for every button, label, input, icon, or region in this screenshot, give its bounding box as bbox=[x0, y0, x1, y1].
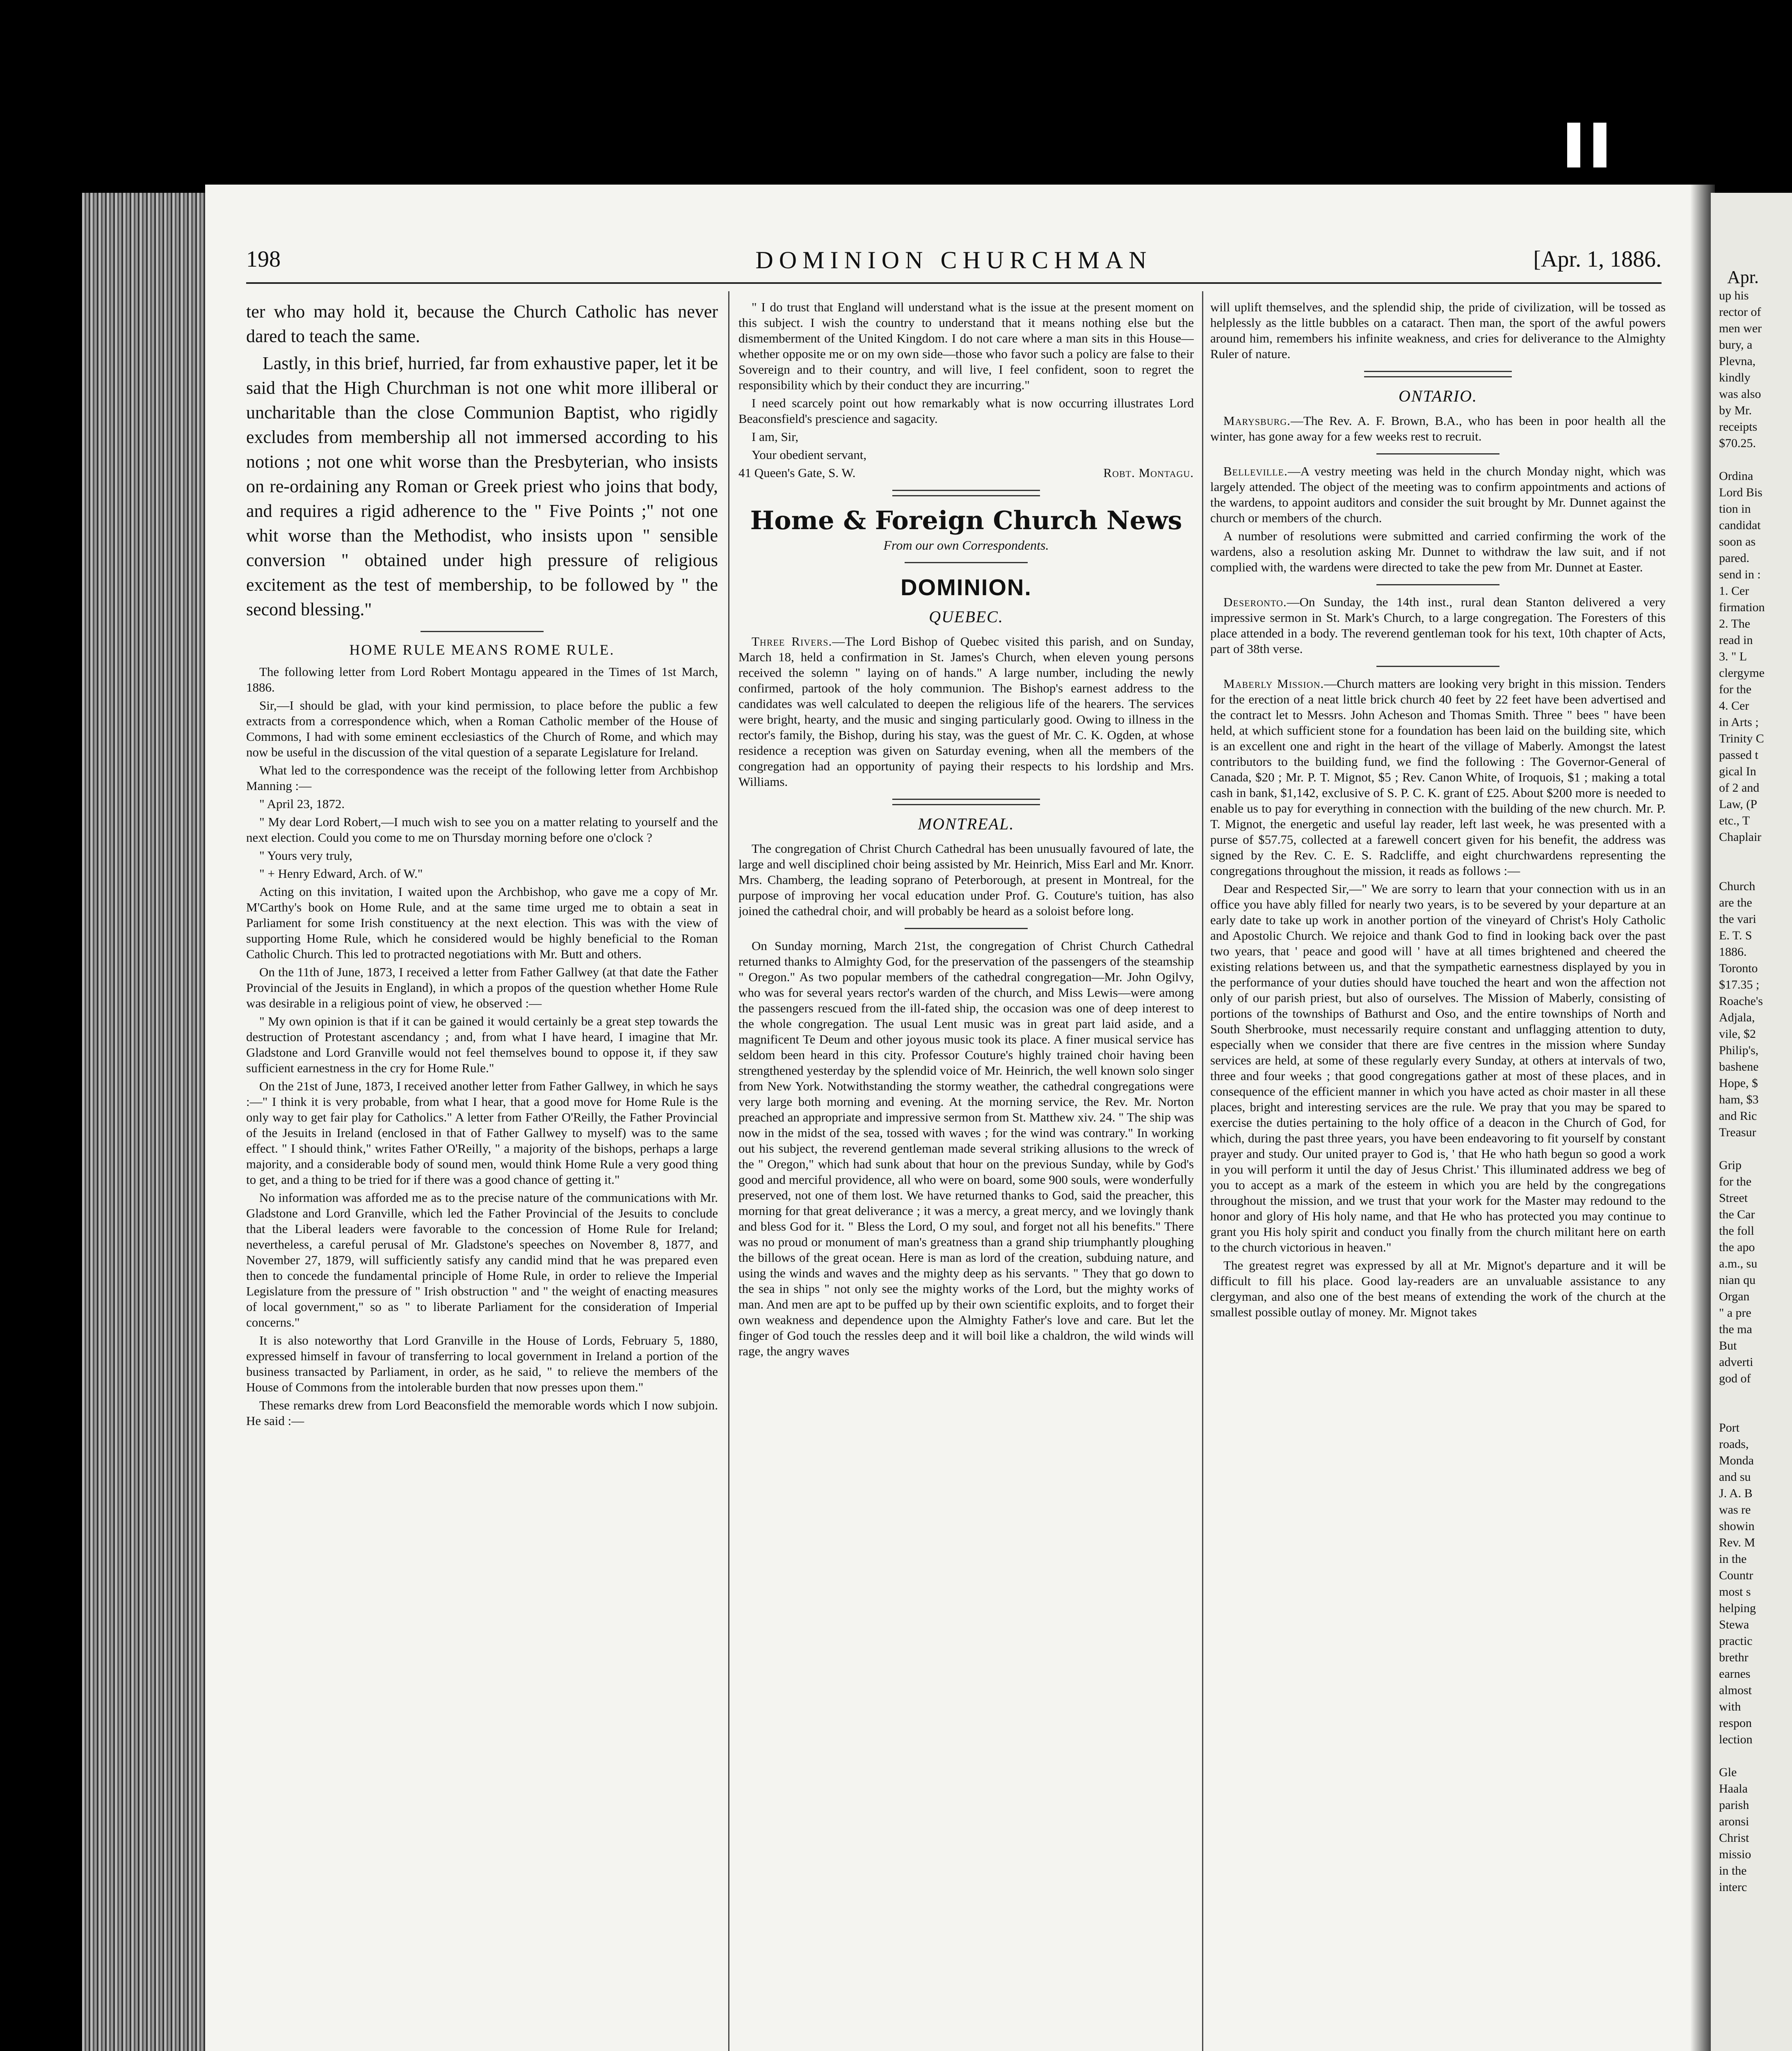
letter-paragraph: I need scarcely point out how remarkably what is now occurring illustrates Lord Beaconsfield's prescience and sagacity. bbox=[738, 396, 1194, 426]
news-place: Deseronto. bbox=[1223, 595, 1287, 609]
letter-sign-servant: Your obedient servant, bbox=[752, 448, 867, 462]
article-separator bbox=[1376, 453, 1499, 455]
page-number: 198 bbox=[246, 247, 281, 272]
diocese-heading-quebec: QUEBEC. bbox=[929, 608, 1003, 626]
news-text: —The Rev. A. F. Brown, B.A., who has been in poor health all the winter, has gone away for a few weeks rest to recruit. bbox=[1210, 413, 1666, 443]
letter-paragraph: The following letter from Lord Robert Montagu appeared in the Times of 1st March, 1886. bbox=[246, 665, 718, 694]
newspaper-page bbox=[205, 185, 1703, 2051]
quebec-news bbox=[738, 634, 1194, 790]
news-item: will uplift themselves, and the splendid ship, the pride of civilization, will be tossed as helplessly as the little bubbles on a cataract. Then man, the sport of the awful powers around him, remembers his infinite weakness, and cries for deliverance to the Almighty Ruler of nature. bbox=[1210, 300, 1666, 361]
issue-date: [Apr. 1, 1886. bbox=[1533, 247, 1662, 272]
diocese-heading-ontario: ONTARIO. bbox=[1399, 387, 1477, 405]
news-section-subtitle: From our own Correspondents. bbox=[883, 538, 1049, 553]
facing-page-fragment bbox=[1711, 193, 1792, 2051]
section-separator bbox=[892, 799, 1040, 805]
letter-paragraph: " My own opinion is that if it can be gained it would certainly be a great step towards the destruction of Protestant ascendancy ; and, from what I have heard, I imagine that Mr. Gladstone and Lord Granville would not feel themselves bound to oppose it, if they saw sufficient earnestness in the cry for Home Rule." bbox=[246, 1014, 718, 1075]
essay-paragraph: ter who may hold it, because the Church Catholic has never dared to teach the same. bbox=[246, 301, 718, 346]
article-separator bbox=[421, 631, 544, 632]
letter-paragraph: No information was afforded me as to the precise nature of the communications with Mr. Gladstone and Lord Granville, which led the Father Provincial of the Jesuits to conclude that the Liberal leaders were favorable to the concession of Home Rule for Ireland; nevertheless, a careful perusal of Mr. Gladstone's speeches on November 8, 1877, and November 27, 1879, will sufficiently satisfy any candid mind that he was prepared even then to concede the fundamental principle of Home Rule, in order to relieve the Imperial Legislature from the pressure of " Irish obstruction " and " the weight of enacting measures of local government," so as " to liberate Parliament for the consideration of Imperial concerns." bbox=[246, 1190, 718, 1329]
letter-paragraph: On the 21st of June, 1873, I received another letter from Father Gallwey, in which he says :—" I think it is very probable, from what I hear, that a good move for Home Rule is the only way to get fair play for Catholics." A letter from Father O'Reilly, the Father Provincial of the Jesuits in Ireland (enclosed in that of Father Gallwey to myself) was to the same effect. " I should think," writes Father O'Reilly, " a majority of the bishops, perhaps a large majority, and a considerable body of sound men, would think Home Rule a very good thing to get, and a thing to be tried for if there was a good chance of getting it." bbox=[246, 1079, 718, 1187]
news-item: On Sunday morning, March 21st, the congregation of Christ Church Cathedral returned thanks to Almighty God, for the preservation of the passengers of the steamship " Oregon." As two popular members of the cathedral congregation—Mr. John Ogilvy, who was for several years rector's warden of the church, and Miss Lewis—were among the passengers rescued from the ill-fated ship, the occasion was one of deep interest to the whole congregation. The usual Lent music was in great part laid aside, and a magnificent Te Deum and other joyous music took its place. A finer musical service has seldom been heard in this city. Professor Couture's highly trained choir having been strengthened yesterday by the splendid voice of Mr. Heinrich, the well known solo singer from New York. Notwithstanding the stormy weather, the cathedral congregations were very large both morning and evening. At the morning service, the Rev. Mr. Norton preached an appropriate and impressive sermon from St. Matthew xiv. 24. " The ship was now in the midst of the sea, tossed with waves ; for the wind was contrary." In working out his subject, the reverend gentleman made several striking allusions to the wreck of the " Oregon," which had sunk about that hour on the previous Sunday, while by God's good and merciful providence, all who were on board, some 900 souls, were wonderfully preserved, not one of them lost. We have returned thanks to God, said the preacher, this morning for that great deliverance ; it was a mercy, a great mercy, and we lovingly thank and bless God for it. " Bless the Lord, O my soul, and forget not all his benefits." There was no proud or monument of man's greatness than a grand ship triumphantly ploughing the billows of the great ocean. Here is man as lord of the creation, subduing nature, and using the winds and waves and the mighty deep as his servants. " They that go down to the sea in ships " not only see the mighty works of the Lord, but the mighty works of man. And men are apt to be puffed up by their own scientific exploits, and to forget their own weakness and dependence upon the Almighty Father's love and care. But let the finger of God touch the ressles deep and it will boil like a chaldron, the wild winds will rage, the angry waves bbox=[738, 939, 1194, 1358]
news-item bbox=[1210, 676, 1666, 879]
section-separator bbox=[892, 490, 1040, 496]
montagu-letter bbox=[246, 664, 718, 1429]
article-separator bbox=[1376, 666, 1499, 667]
scan-edge-marks-top: ▌▌ bbox=[1567, 123, 1620, 164]
facing-page-text: up his rector of men wer bury, a Plevna, kindly was also by Mr. receipts $70.25. Ordina Lord Bis tion in candidat soon as pared. send in : 1. Cer firmation 2. The read in 3. " L clergyme for the 4. Cer in Arts ; Trinity C passed t gical In of 2 and Law, (P etc., T Chaplair Church are the the vari E. T. S 1886. Toronto $17.35 ; Roache's Adjala, vile, $2 Philip's, bashene Hope, $ ham, $3 and Ric Treasur Grip for the Street the Car the foll the apo a.m., su nian qu Organ " a pre the ma But adverti god of Port roads, Monda and su J. A. B was re showin Rev. M in the Countr most s helping Stewa practic brethr earnes almost with respon lection Gle Haala parish aronsi Christ missio in the interc bbox=[1719, 289, 1765, 1894]
news-item bbox=[1210, 464, 1666, 526]
letter-paragraph: On the 11th of June, 1873, I received a letter from Father Gallwey (at that date the Father Provincial of the Jesuits in England), in which a propos of the question whether Home Rule was desirable in a religious point of view, he observed :— bbox=[246, 965, 718, 1010]
farewell-address: Dear and Respected Sir,—" We are sorry to learn that your connection with us in an office you have ably filled for nearly two years, is to be severed by your departure at an early date to take up work in another portion of the vineyard of Christ's Holy Catholic and Apostolic Church. We rejoice and thank God to find in looking back over the past two years, that ' peace and good will ' have at all times brightened and cheered the existing relations between us, and that the sympathetic earnestness displayed by you in the performance of your duties should have touched the heart and won the affection not only of our parish priest, but also of ourselves. The Mission of Maberly, consisting of portions of the townships of Bathurst and Oso, and the entire townships of North and South Sherbrooke, must necessarily require constant and unflagging attention to duty, especially when we consider that there are five centres in the mission where Sunday services are held, at some of these regularly every Sunday, at others at intervals of two, three and four weeks ; that good congregations gather at most of these places, and in consequence of the efficient manner in which you have acted as choir master in all these places, bright and interesting services are the rule. We pray that you may be spared to exercise the duties pertaining to the holy office of a deacon in the Church of God, for which, during the past three years, you have been endeavoring to fit yourself by constant prayer and study. Our united prayer to God is, ' that He who hath begun so good a work in you will perform it until the day of Jesus Christ.' This illuminated address we beg of you to accept as a mark of the esteem in which you are held by the congregations throughout the mission, and we trust that your work for the Master may redound to the honor and glory of His holy name, and that He who has protected you may continue to grant you His holy spirit and conduct you finally from the church militant here on earth to the church victorious in heaven." bbox=[1210, 882, 1666, 1254]
montreal-news bbox=[738, 841, 1194, 1359]
column-3 bbox=[1210, 299, 1666, 2051]
news-item bbox=[1210, 413, 1666, 444]
column-1 bbox=[246, 299, 718, 2051]
article-title: HOME RULE MEANS ROME RULE. bbox=[349, 642, 615, 658]
news-item: The greatest regret was expressed by all at Mr. Mignot's departure and it will be difficult to fill his place. Good lay-readers are an unvaluable assistance to any clergyman, and also one of the best means of extending the work of the church at the smallest possible outlay of money. Mr. Mignot takes bbox=[1210, 1258, 1666, 1319]
news-item: A number of resolutions were submitted and carried confirming the work of the wardens, also a resolution asking Mr. Dunnet to withdraw the law suit, and if not complied with, the wardens were directed to take the pew from Mr. Dunnet at Easter. bbox=[1210, 529, 1666, 574]
news-place: Three Rivers. bbox=[752, 634, 832, 649]
news-place: Marysburg. bbox=[1223, 413, 1291, 428]
book-page-edges bbox=[82, 193, 217, 2051]
diocese-heading-montreal: MONTREAL. bbox=[918, 815, 1015, 833]
news-place: Maberly Mission. bbox=[1223, 676, 1324, 691]
column-rule-2 bbox=[1202, 291, 1203, 2051]
news-text: —Church matters are looking very bright in this mission. Tenders for the erection of a neat little brick church 40 feet by 22 feet have been advertised and the contract let to Messrs. John Acheson and Thomas Smith. Three " bees " have been held, at which sufficient stone for a foundation has been laid on the building site, which is an excellent one and right in the heart of the village of Maberly. Amongst the latest contributors to the building fund, we find the following : The Governor-General of Canada, $20 ; Mr. P. T. Mignot, $5 ; Rev. Canon White, of Iroquois, $1 ; making a total cash in bank, $1,142, exclusive of S. P. C. K. grant of £25. About $200 more is needed to enable us to pay for everything in connection with the building of the new church. Mr. P. T. Mignot, the energetic and useful lay reader, left last week, he was presented with a purse of $57.75, collected at a farewell concert given for his benefit, the address was signed by the Rev. C. E. S. Radcliffe, and eight churchwardens representing the congregations throughout the mission, it reads as follows :— bbox=[1210, 676, 1666, 878]
header-rule bbox=[246, 282, 1662, 284]
news-text: —The Lord Bishop of Quebec visited this parish, and on Sunday, March 18, held a confirmation in St. James's Church, when eleven young persons received the solemn " laying on of hands." A large number, including the newly confirmed, partook of the holy communion. The Bishop's earnest address to the candidates was well calculated to deepen the religious life of the hearers. The services were bright, hearty, and the music and singing particularly good. Owing to illness in the rector's family, the Bishop, during his stay, was the guest of Mr. C. K. Ogden, at whose residence a reception was given on Saturday evening, when all the members of the congregation had an opportunity of paying their respects to his lordship and Mrs. Williams. bbox=[738, 634, 1194, 789]
news-place: Belleville. bbox=[1223, 464, 1288, 478]
masthead-title: DOMINION CHURCHMAN bbox=[755, 247, 1152, 274]
news-text: —A vestry meeting was held in the church Monday night, which was largely attended. The object of the meeting was to confirm appointments and actions of the wardens, to appoint auditors and consider the suit brought by Mr. Dunnet against the church or members of the church. bbox=[1210, 464, 1666, 525]
letter-paragraph: Acting on this invitation, I waited upon the Archbishop, who gave me a copy of Mr. M'Carthy's book on Home Rule, and at the same time urged me to obtain a seat in Parliament for some Irish constituency at the next election. This was with the view of supporting Home Rule, which he considered would be highly beneficial to the Roman Catholic Church. This led to protracted negotiations with Mr. Butt and others. bbox=[246, 884, 718, 961]
essay-conclusion bbox=[246, 299, 718, 622]
ontario-news bbox=[1210, 299, 1666, 1320]
montagu-letter-end bbox=[738, 299, 1194, 481]
letter-date: " April 23, 1872. bbox=[259, 797, 345, 811]
letter-paragraph: " I do trust that England will understand what is the issue at the present moment on this subject. I wish the country to understand that it means nothing else but the dismemberment of the United Kingdom. I do not care where a man sits in this House—whether opposite me or on my own side—those who favor such a policy are false to their Sovereign and to their country, and will live, I feel confident, soon to regret the responsibility which by their conduct they are incurring." bbox=[738, 300, 1194, 392]
sender-address: 41 Queen's Gate, S. W. bbox=[738, 466, 856, 480]
letter-paragraph: What led to the correspondence was the receipt of the following letter from Archbishop Manning :— bbox=[246, 763, 718, 793]
sender-name: Robt. Montagu. bbox=[1103, 466, 1194, 480]
letter-paragraph: These remarks drew from Lord Beaconsfield the memorable words which I now subjoin. He said :— bbox=[246, 1398, 718, 1428]
news-item bbox=[738, 634, 1194, 790]
article-separator bbox=[905, 928, 1028, 929]
section-separator bbox=[1364, 371, 1512, 377]
region-heading: DOMINION. bbox=[901, 574, 1032, 600]
letter-sign-i-am: I am, Sir, bbox=[752, 429, 799, 444]
letter-signature: " + Henry Edward, Arch. of W." bbox=[259, 866, 423, 881]
facing-page-header: Apr. bbox=[1727, 267, 1759, 287]
letter-paragraph: It is also noteworthy that Lord Granville in the House of Lords, February 5, 1880, expressed himself in favour of transferring to local government in Ireland a portion of the business transacted by Parliament, in order, as he said, " to relieve the members of the House of Commons from the intolerable burden that now presses upon them." bbox=[246, 1333, 718, 1394]
letter-closing: " Yours very truly, bbox=[259, 848, 352, 863]
page-header bbox=[246, 246, 1662, 279]
article-separator bbox=[905, 562, 1028, 563]
essay-paragraph: Lastly, in this brief, hurried, far from exhaustive paper, let it be said that the High Churchman is not one whit more illiberal or uncharitable than the close Communion Baptist, who rigidly excludes from membership all not immersed according to his notions ; not one whit worse than the Presbyterian, who insists on re-ordaining any Roman or Greek priest who joins that body, and requires a rigid adherence to the " Five Points ;" not one whit worse than the Methodist, who insists upon " sensible conversion " obtained under high pressure of religious excitement as the test of membership, to be followed by " the second blessing." bbox=[246, 353, 718, 619]
letter-paragraph: Sir,—I should be glad, with your kind permission, to place before the public a few extracts from a correspondence which, when a Roman Catholic member of the House of Commons, I had with some eminent ecclesiastics of the Church of Rome, and which may now be useful in the discussion of the vital question of a separate Legislature for Ireland. bbox=[246, 698, 718, 759]
news-section-banner bbox=[738, 505, 1194, 553]
column-2 bbox=[738, 299, 1194, 2051]
column-rule-1 bbox=[728, 291, 729, 2051]
article-separator bbox=[1376, 584, 1499, 585]
news-text: —On Sunday, the 14th inst., rural dean Stanton delivered a very impressive sermon in St. Mark's Church, to a large congregation. The Foresters of this place attended in a body. The reverend gentleman took for his text, 10th chapter of Acts, part of 38th verse. bbox=[1210, 595, 1666, 656]
news-item bbox=[1210, 594, 1666, 657]
letter-paragraph: " My dear Lord Robert,—I much wish to see you on a matter relating to yourself and the next election. Could you come to me on Thursday morning before one o'clock ? bbox=[246, 815, 718, 845]
news-item: The congregation of Christ Church Cathedral has been unusually favoured of late, the large and well disciplined choir being assisted by Mr. Heinrich, Miss Earl and Mr. Knorr. Mrs. Chamberg, the leading soprano of Peterborough, at present in Montreal, for the purpose of improving her vocal education under Prof. G. Couture's tuition, has also joined the cathedral choir, and will probably be heard as a soloist before long. bbox=[738, 841, 1194, 918]
news-section-title: Home & Foreign Church News bbox=[750, 505, 1182, 535]
letter-sign-line bbox=[738, 465, 1194, 481]
